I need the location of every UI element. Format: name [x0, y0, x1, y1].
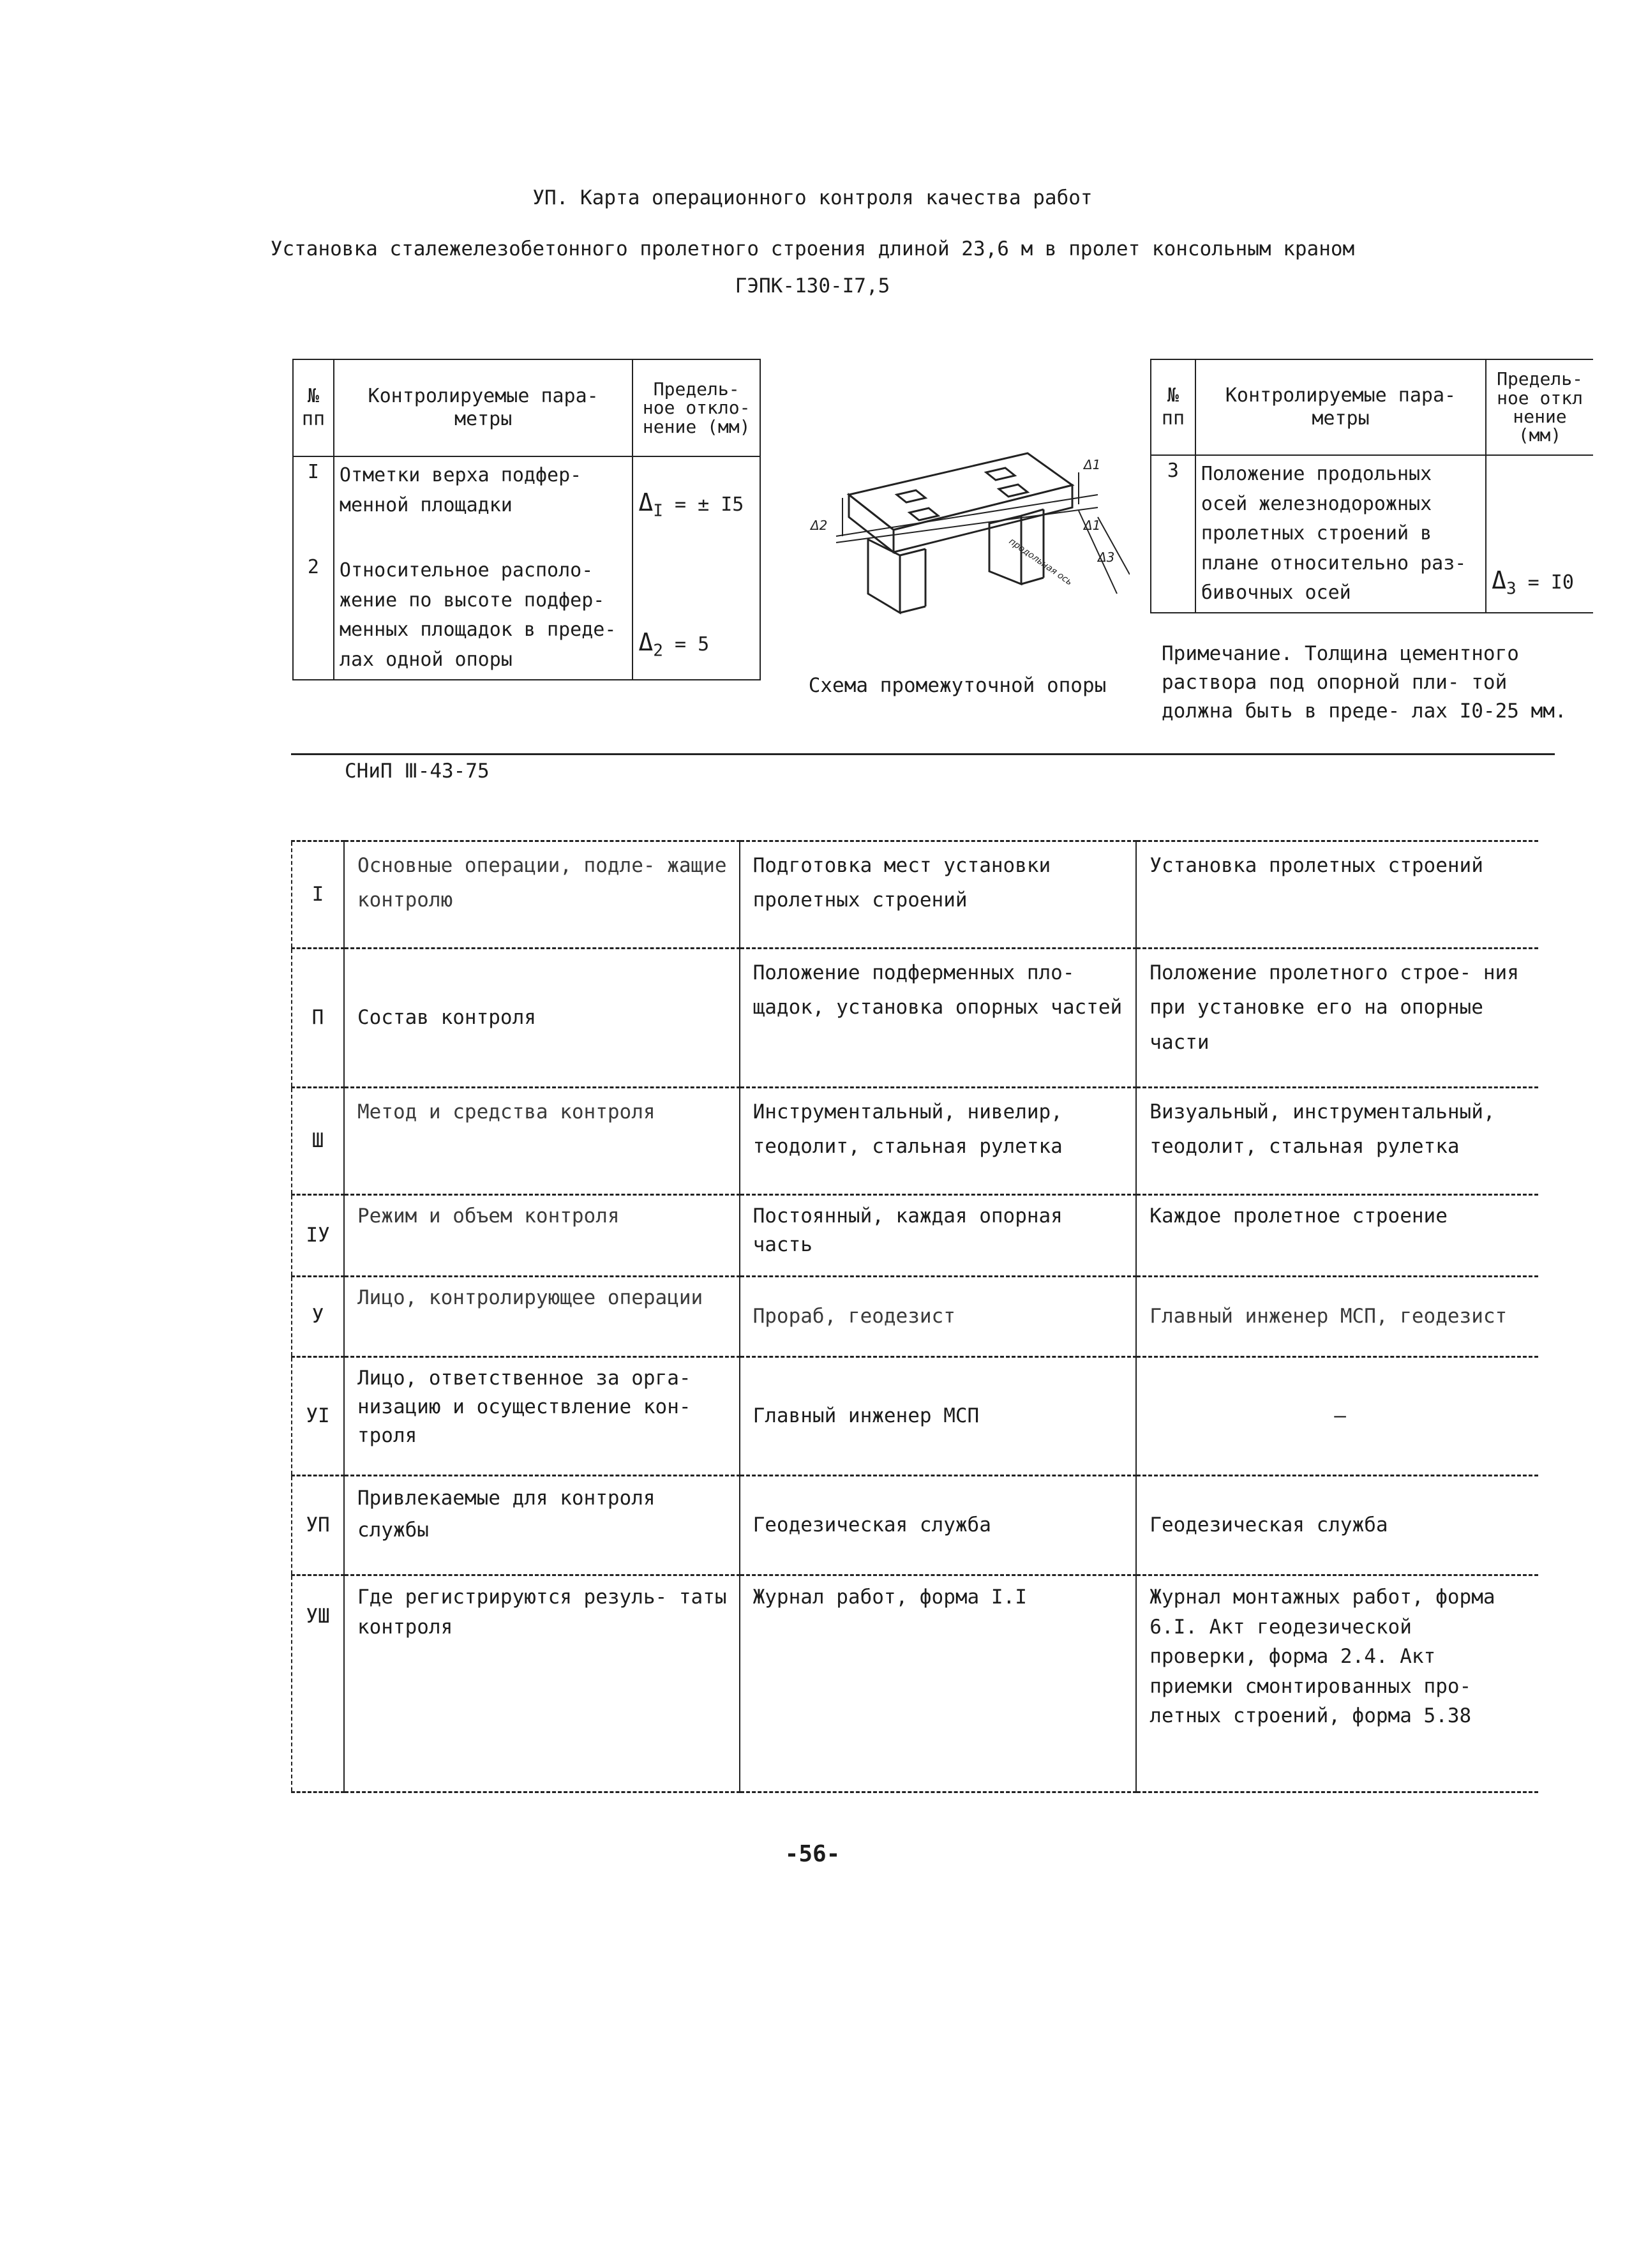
- table-row: [292, 1575, 1538, 1792]
- col-param-header: Контролируемые пара- метры: [1195, 359, 1486, 455]
- table-row: [292, 841, 1538, 949]
- row-col1: Подготовка мест установки пролетных строений: [740, 841, 1137, 949]
- row-label: Состав контроля: [344, 949, 740, 1088]
- label-delta2: Δ2: [811, 518, 828, 533]
- row-roman-num: IУ: [292, 1195, 344, 1277]
- label-delta1: Δ1: [1084, 457, 1101, 472]
- bearing-plate: [986, 468, 1015, 480]
- card-title: УП. Карта операционного контроля качества работ: [532, 186, 1093, 209]
- row-col2: Каждое пролетное строение: [1136, 1195, 1538, 1277]
- row-label: Метод и средства контроля: [344, 1088, 740, 1195]
- params-table-right: [1150, 359, 1593, 613]
- params-table-left: [292, 359, 761, 680]
- card-subtitle: Установка сталежелезобетонного пролетного строения длиной 23,6 м в пролет консольным краном: [270, 237, 1355, 260]
- table-row: [292, 1476, 1538, 1575]
- row-col2: Визуальный, инструментальный, теодолит, стальная рулетка: [1136, 1088, 1538, 1195]
- snip-reference: СНиП Ⅲ-43-75: [345, 760, 490, 783]
- row-num: I: [293, 456, 334, 552]
- page-number: -56-: [784, 1841, 841, 1867]
- row-col2: —: [1136, 1357, 1538, 1476]
- row-roman-num: I: [292, 841, 344, 949]
- row-col1: Главный инженер МСП: [740, 1357, 1137, 1476]
- row-roman-num: Ш: [292, 1088, 344, 1195]
- row-col2: Установка пролетных строений: [1136, 841, 1538, 949]
- cap-front: [849, 495, 894, 552]
- row-roman-num: УI: [292, 1357, 344, 1476]
- note: Примечание. Толщина цементного раствора под опорной пли- той должна быть в преде- лах I0-25 мм.: [1162, 642, 1567, 723]
- row-label: Лицо, контролирующее операции: [344, 1277, 740, 1357]
- table-row: [292, 1195, 1538, 1277]
- row-col2: Главный инженер МСП, геодезист: [1136, 1277, 1538, 1357]
- bearing-plate: [999, 484, 1028, 497]
- row-label: Где регистрируются резуль- таты контроля: [344, 1575, 740, 1792]
- label-delta3: Δ3: [1098, 550, 1115, 565]
- row-param: Отметки верха подфер- менной площадки: [334, 456, 633, 552]
- crane-model: ГЭПК-130-I7,5: [735, 274, 890, 297]
- table-row: [292, 1357, 1538, 1476]
- row-col2: Журнал монтажных работ, форма 6.I. Акт геодезической проверки, форма 2.4. Акт приемки смонтированных про- летных строений, форма 5.38: [1136, 1575, 1538, 1792]
- row-col1: Постоянный, каждая опорная часть: [740, 1195, 1137, 1277]
- col-dev-header: Предель- ное откл нение (мм): [1486, 359, 1593, 455]
- deviation-value: $\Delta_I$ = ± I5: [633, 456, 760, 552]
- row-num: 2: [293, 552, 334, 680]
- table-row: [292, 1277, 1538, 1357]
- support-scheme-drawing: [798, 434, 1130, 645]
- row-roman-num: П: [292, 949, 344, 1088]
- row-label: Привлекаемые для контроля службы: [344, 1476, 740, 1575]
- col-num-header: № пп: [1151, 359, 1195, 455]
- row-roman-num: УП: [292, 1476, 344, 1575]
- row-roman-num: У: [292, 1277, 344, 1357]
- row-col2: Положение пролетного строе- ния при установке его на опорные части: [1136, 949, 1538, 1088]
- row-roman-num: УШ: [292, 1575, 344, 1792]
- row-param: Положение продольных осей железнодорожных пролетных строений в плане относительно раз- бивочных осей: [1195, 455, 1486, 613]
- table-row: [292, 1088, 1538, 1195]
- col-param-header: Контролируемые пара- метры: [334, 359, 633, 456]
- table-row: [292, 949, 1538, 1088]
- col-num-header: № пп: [293, 359, 334, 456]
- row-label: Режим и объем контроля: [344, 1195, 740, 1277]
- cap-top: [849, 453, 1072, 530]
- bearing-plate: [910, 508, 938, 520]
- scheme-caption: Схема промежуточной опоры: [808, 674, 1107, 697]
- control-table: [291, 840, 1538, 1793]
- col-dev-header: Предель- ное откло- нение (мм): [633, 359, 760, 456]
- row-col1: Положение подферменных пло- щадок, установка опорных частей: [740, 949, 1137, 1088]
- row-col1: Прораб, геодезист: [740, 1277, 1137, 1357]
- row-label: Лицо, ответственное за орга- низацию и осуществление кон- троля: [344, 1357, 740, 1476]
- row-label: Основные операции, подле- жащие контролю: [344, 841, 740, 949]
- label-axis: продольная ось: [1007, 536, 1074, 588]
- row-col2: Геодезическая служба: [1136, 1476, 1538, 1575]
- divider: [291, 753, 1555, 755]
- deviation-value: $\Delta_3 = I0$: [1486, 455, 1593, 613]
- column-left: [868, 539, 900, 613]
- deviation-value: $\Delta_2 = 5$: [633, 552, 760, 680]
- row-col1: Инструментальный, нивелир, теодолит, стальная рулетка: [740, 1088, 1137, 1195]
- row-param: Относительное располо- жение по высоте подфер- менных площадок в преде- лах одной опоры: [334, 552, 633, 680]
- row-col1: Журнал работ, форма I.I: [740, 1575, 1137, 1792]
- cap-side: [894, 485, 1072, 552]
- bearing-plate: [897, 490, 925, 502]
- label-delta1: Δ1: [1084, 518, 1101, 533]
- row-col1: Геодезическая служба: [740, 1476, 1137, 1575]
- row-num: 3: [1151, 455, 1195, 613]
